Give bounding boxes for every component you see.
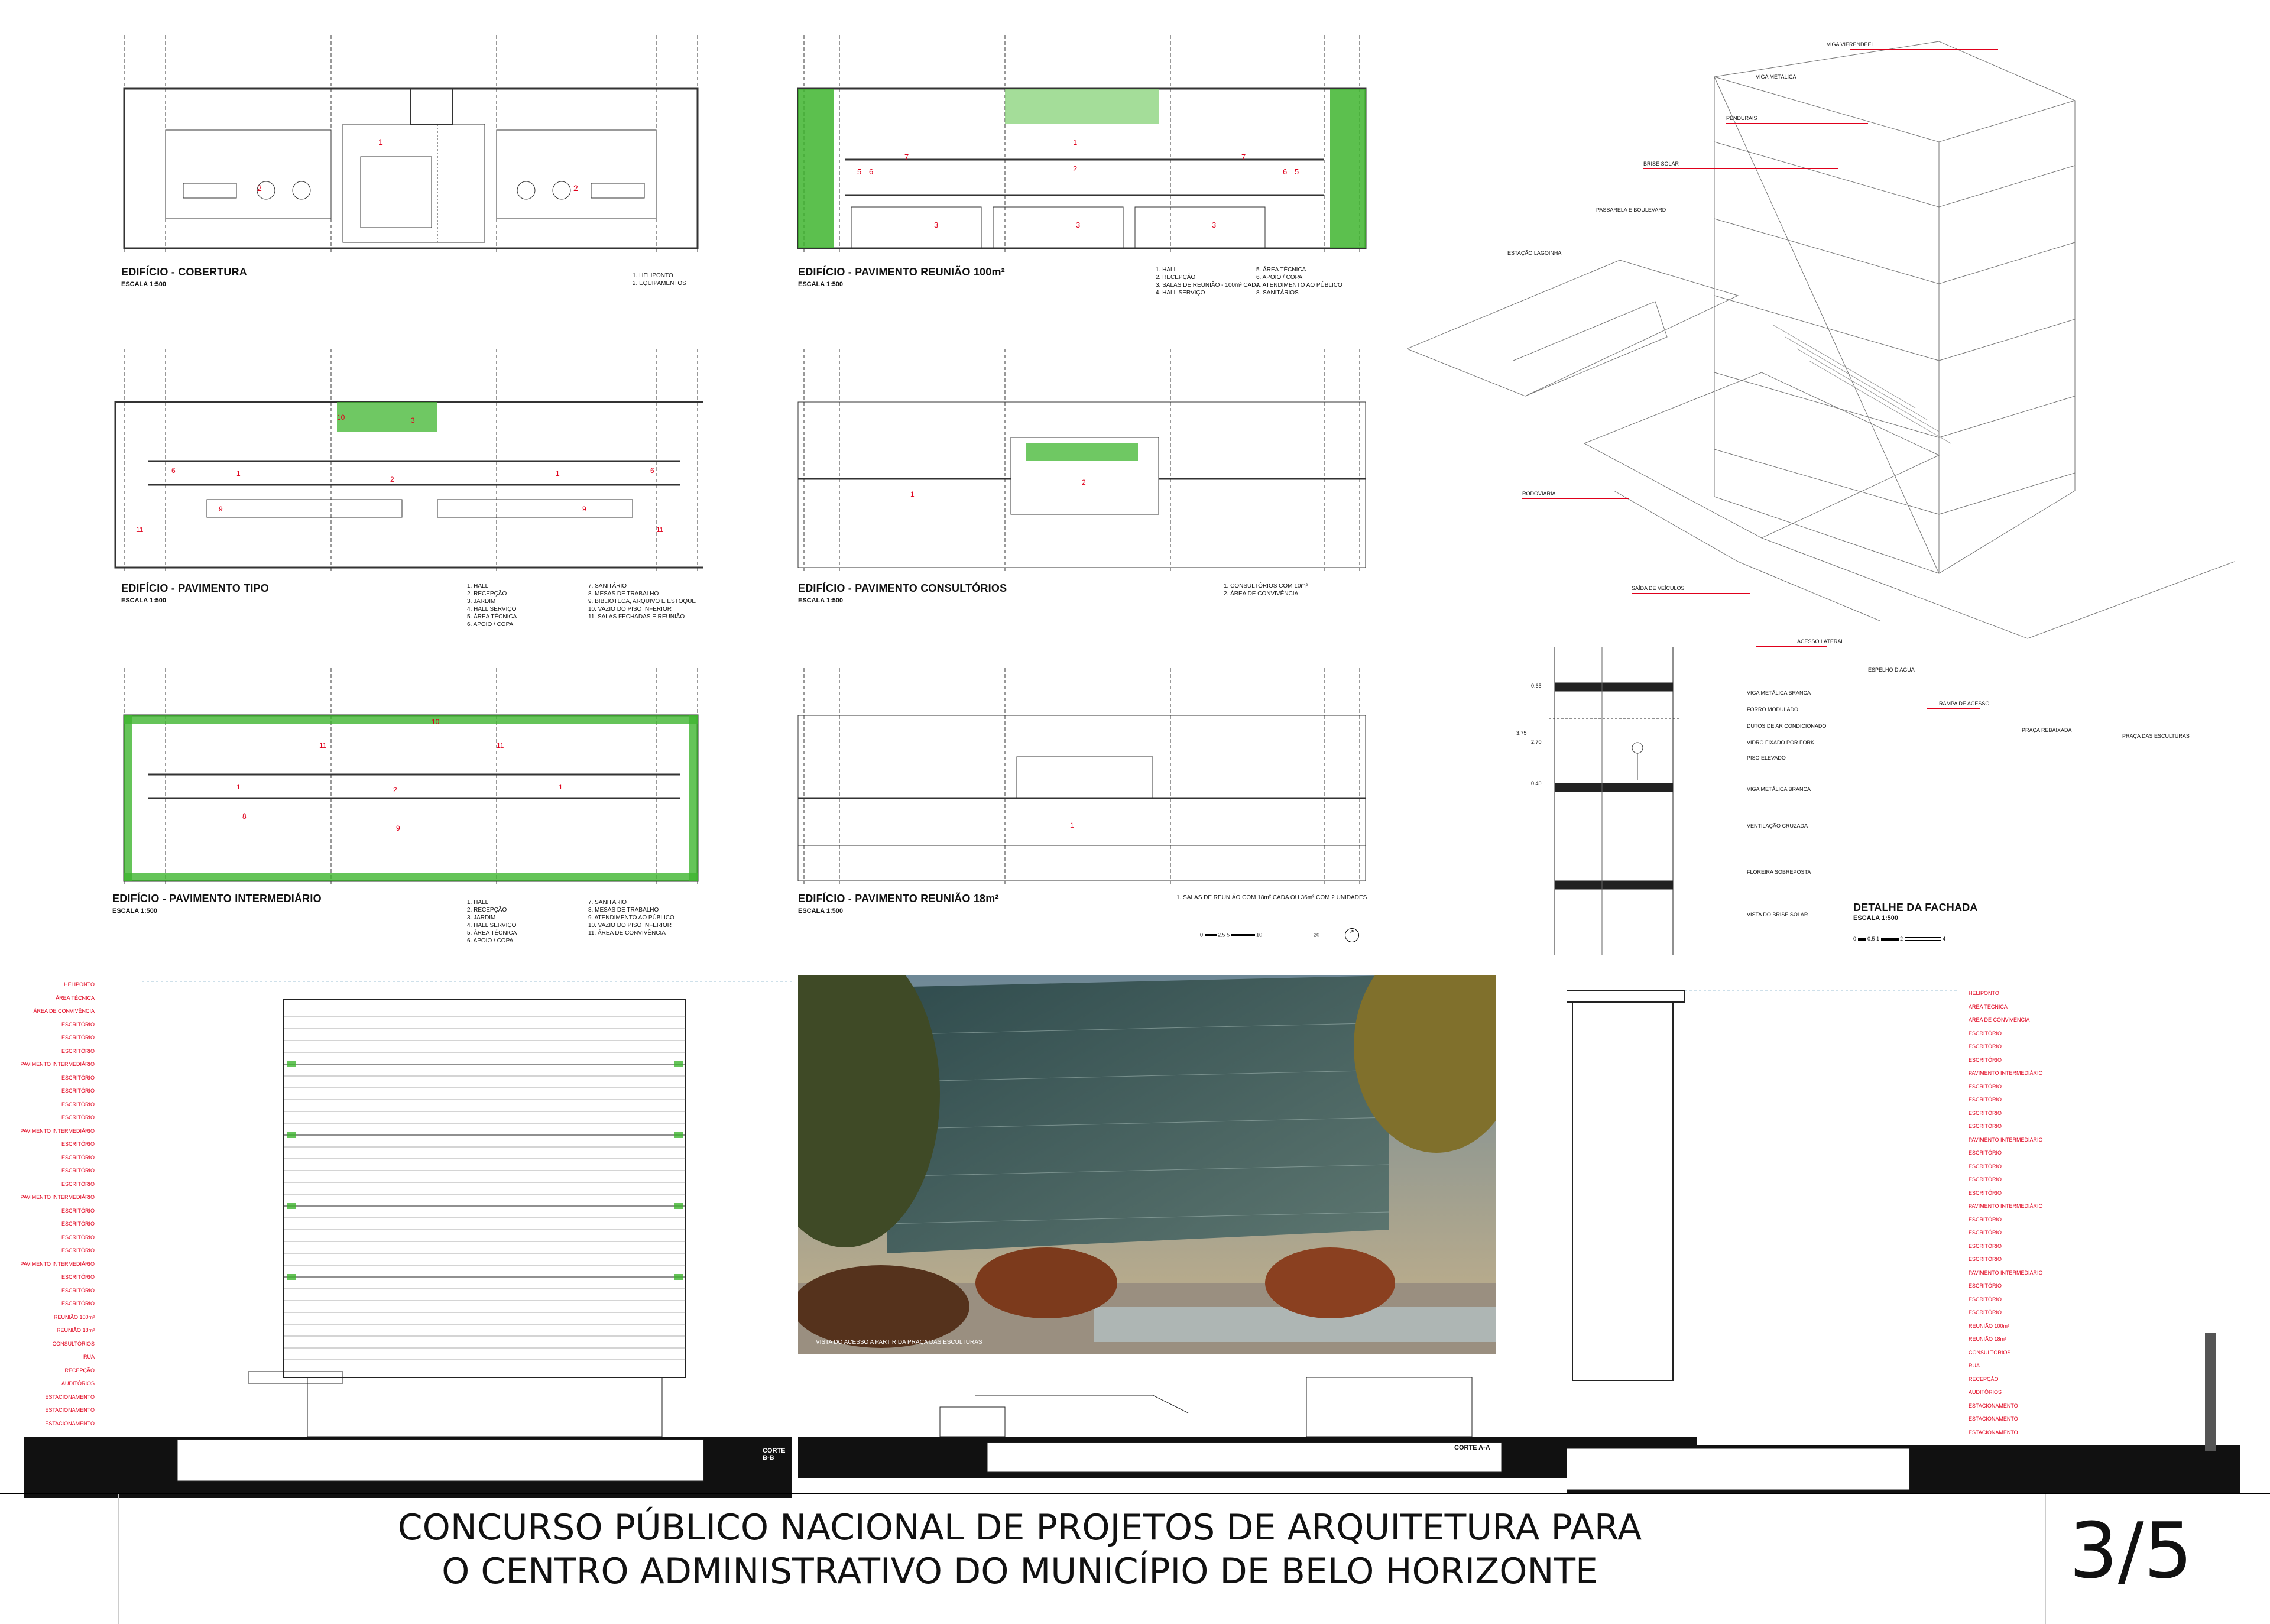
svg-text:9: 9	[396, 824, 400, 832]
iso-label: SAÍDA DE VEÍCULOS	[1632, 585, 1685, 591]
legend-item: 5. ÁREA TÉCNICA	[1256, 267, 1306, 273]
plan-title: EDIFÍCIO - PAVIMENTO TIPO	[121, 582, 270, 594]
svg-text:11: 11	[319, 741, 327, 750]
plan-tipo	[89, 337, 703, 628]
svg-text:6: 6	[869, 167, 874, 176]
legend-item: 1. CONSULTÓRIOS COM 10m²	[1224, 583, 1308, 589]
section-aa-drawing	[798, 1360, 1697, 1513]
facade-dim: 3.75	[1516, 730, 1527, 736]
facade-detail	[1513, 647, 1998, 955]
iso-label: VIGA VIERENDEEL	[1827, 41, 1875, 47]
scale-bar	[1853, 936, 1945, 942]
plan-cobertura-drawing	[89, 24, 703, 272]
section-bb	[20, 970, 792, 1508]
plan-scale: ESCALA 1:500	[112, 907, 158, 915]
svg-text:5: 5	[857, 167, 862, 176]
section-levels-right	[1969, 978, 2043, 1493]
legend-item: 1. SALAS DE REUNIÃO COM 18m² CADA OU 36m² COM 2 UNIDADES	[1176, 894, 1367, 901]
iso-label: VIGA METÁLICA	[1756, 74, 1796, 80]
scale-bar-label: 0	[1853, 936, 1857, 942]
section-level-label: ESCRITÓRIO	[61, 1021, 95, 1027]
svg-text:3: 3	[411, 416, 415, 424]
svg-text:6: 6	[650, 466, 654, 475]
footer-title-line1: CONCURSO PÚBLICO NACIONAL DE PROJETOS DE ARQUITETURA PARA	[397, 1507, 1642, 1548]
svg-text:7: 7	[1241, 153, 1246, 161]
legend-item: 4. HALL SERVIÇO	[1156, 290, 1205, 296]
iso-label: PASSARELA E BOULEVARD	[1596, 207, 1666, 213]
plan-tipo-drawing	[89, 337, 703, 585]
scale-bar-label: 2.5	[1218, 932, 1225, 938]
legend-item: 6. APOIO / COPA	[467, 938, 514, 944]
section-level-label: RUA	[1969, 1363, 1980, 1369]
svg-text:8: 8	[242, 812, 247, 821]
section-level-label: ESCRITÓRIO	[61, 1181, 95, 1187]
section-level-label: ESCRITÓRIO	[1969, 1309, 2002, 1315]
svg-text:11: 11	[656, 526, 664, 534]
legend-item: 10. VAZIO DO PISO INFERIOR	[588, 606, 672, 612]
iso-label: ESPELHO D'ÁGUA	[1868, 667, 1915, 673]
legend-item: 3. SALAS DE REUNIÃO - 100m² CADA	[1156, 282, 1260, 289]
facade-label: VENTILAÇÃO CRUZADA	[1747, 823, 1808, 829]
isometric-view	[1407, 30, 2235, 751]
svg-text:9: 9	[219, 505, 223, 513]
facade-title: DETALHE DA FACHADA	[1853, 902, 1978, 913]
section-level-label: HELIPONTO	[64, 981, 95, 987]
section-tower	[1567, 978, 2240, 1510]
plan-title: EDIFÍCIO - PAVIMENTO REUNIÃO 100m²	[798, 266, 1005, 278]
svg-text:11: 11	[497, 741, 504, 750]
section-level-label: ÁREA DE CONVIVÊNCIA	[33, 1008, 95, 1014]
legend-item: 1. HALL	[467, 583, 489, 589]
legend-item: 6. APOIO / COPA	[1256, 274, 1303, 281]
section-title: CORTE A-A	[1454, 1444, 1490, 1451]
section-level-label: ESCRITÓRIO	[1969, 1296, 2002, 1302]
svg-text:1: 1	[236, 783, 241, 791]
north-icon: ↗	[1345, 928, 1359, 942]
svg-text:3: 3	[1212, 221, 1217, 229]
iso-label: RODOVIÁRIA	[1522, 491, 1556, 497]
facade-label: VIGA METÁLICA BRANCA	[1747, 690, 1811, 696]
section-level-label: ESCRITÓRIO	[1969, 1216, 2002, 1223]
section-levels-left	[20, 970, 95, 1484]
scale-bar-label: 5	[1227, 932, 1230, 938]
section-level-label: REUNIÃO 18m²	[56, 1327, 95, 1333]
footer-divider	[2045, 1494, 2046, 1624]
footer-title-line2: O CENTRO ADMINISTRATIVO DO MUNICÍPIO DE BELO HORIZONTE	[442, 1551, 1598, 1592]
svg-text:1: 1	[1073, 138, 1078, 147]
plan-legend	[467, 899, 686, 945]
svg-text:7: 7	[904, 153, 909, 161]
svg-text:2: 2	[573, 183, 578, 193]
scale-bar-label: 0.5	[1867, 936, 1875, 942]
section-level-label: PAVIMENTO INTERMEDIÁRIO	[1969, 1269, 2043, 1276]
section-aa	[798, 1360, 1697, 1513]
section-level-label: ESCRITÓRIO	[1969, 1030, 2002, 1036]
legend-item: 2. RECEPÇÃO	[467, 591, 507, 597]
section-level-label: REUNIÃO 100m²	[1969, 1322, 2010, 1329]
section-level-label: ESTACIONAMENTO	[45, 1393, 95, 1400]
svg-text:10: 10	[337, 413, 345, 422]
plan-consultorios-drawing	[763, 337, 1383, 585]
iso-label: RAMPA DE ACESSO	[1939, 701, 1990, 706]
section-level-label: PAVIMENTO INTERMEDIÁRIO	[1969, 1070, 2043, 1076]
section-level-label: ESCRITÓRIO	[61, 1101, 95, 1107]
legend-item: 2. ÁREA DE CONVIVÊNCIA	[1224, 591, 1299, 597]
legend-item: 5. ÁREA TÉCNICA	[467, 930, 517, 936]
svg-text:3: 3	[934, 221, 939, 229]
section-level-label: ESCRITÓRIO	[1969, 1283, 2002, 1289]
section-level-label: ÁREA DE CONVIVÊNCIA	[1969, 1017, 2030, 1023]
section-level-label: ÁREA TÉCNICA	[56, 994, 95, 1001]
svg-text:11: 11	[136, 526, 144, 534]
plan-intermediario	[89, 656, 703, 944]
svg-text:1: 1	[556, 469, 560, 478]
scale-bar-label: 0	[1200, 932, 1204, 938]
legend-item: 7. SANITÁRIO	[588, 583, 627, 589]
scale-bar-label: 20	[1314, 932, 1320, 938]
legend-item: 8. MESAS DE TRABALHO	[588, 907, 659, 913]
section-level-label: REUNIÃO 18m²	[1969, 1336, 2007, 1342]
section-bb-drawing	[24, 970, 792, 1508]
legend-item: 11. ÁREA DE CONVIVÊNCIA	[588, 930, 666, 936]
facade-label: FLOREIRA SOBREPOSTA	[1747, 869, 1811, 875]
section-level-label: ESCRITÓRIO	[1969, 1189, 2002, 1196]
section-level-label: HELIPONTO	[1969, 990, 1999, 996]
plan-legend	[1156, 266, 1342, 297]
section-level-label: ESCRITÓRIO	[1969, 1243, 2002, 1249]
legend-item: 6. APOIO / COPA	[467, 621, 514, 628]
plan-legend	[467, 582, 696, 628]
legend-item: 5. ÁREA TÉCNICA	[467, 614, 517, 620]
facade-dim: 0.65	[1531, 683, 1542, 689]
section-tower-drawing	[1567, 978, 2240, 1510]
facade-label: VISTA DO BRISE SOLAR	[1747, 912, 1808, 918]
legend-item: 2. RECEPÇÃO	[1156, 274, 1196, 281]
plan-cobertura	[89, 24, 703, 302]
section-level-label: PAVIMENTO INTERMEDIÁRIO	[20, 1194, 95, 1200]
plan-legend	[1176, 894, 1367, 902]
facade-label: DUTOS DE AR CONDICIONADO	[1747, 723, 1827, 729]
legend-item: 8. SANITÁRIOS	[1256, 290, 1299, 296]
section-level-label: ESCRITÓRIO	[1969, 1097, 2002, 1103]
svg-text:6: 6	[1283, 167, 1288, 176]
scale-bar-label: 10	[1256, 932, 1263, 938]
scale-bar-label: 2	[1900, 936, 1903, 942]
plan-scale: ESCALA 1:500	[798, 907, 844, 915]
legend-item: 7. ATENDIMENTO AO PÚBLICO	[1256, 282, 1342, 289]
section-level-label: CONSULTÓRIOS	[1969, 1349, 2011, 1356]
plan-title: EDIFÍCIO - PAVIMENTO REUNIÃO 18m²	[798, 893, 999, 905]
section-level-label: ESTACIONAMENTO	[1969, 1402, 2018, 1409]
facade-label: VIGA METÁLICA BRANCA	[1747, 786, 1811, 792]
svg-text:1: 1	[559, 783, 563, 791]
facade-label: FORRO MODULADO	[1747, 706, 1799, 712]
legend-item: 9. BIBLIOTECA, ARQUIVO E ESTOQUE	[588, 598, 696, 605]
section-level-label: ESTACIONAMENTO	[45, 1420, 95, 1427]
legend-item: 4. HALL SERVIÇO	[467, 606, 517, 612]
section-level-label: AUDITÓRIOS	[1969, 1389, 2002, 1395]
render-photo	[798, 975, 1496, 1354]
iso-label: ESTAÇÃO LAGOINHA	[1507, 250, 1562, 256]
section-level-label: RUA	[83, 1354, 95, 1360]
section-level-label: ESCRITÓRIO	[61, 1287, 95, 1294]
legend-item: 3. JARDIM	[467, 915, 496, 921]
section-level-label: ESCRITÓRIO	[61, 1141, 95, 1147]
legend-item: 1. HALL	[467, 899, 489, 906]
legend-item: 11. SALAS FECHADAS E REUNIÃO	[588, 614, 685, 620]
section-level-label: ESCRITÓRIO	[61, 1221, 95, 1227]
section-level-label: ESCRITÓRIO	[61, 1247, 95, 1253]
svg-text:6: 6	[171, 466, 176, 475]
plan-reuniao18	[763, 656, 1383, 940]
legend-item: 8. MESAS DE TRABALHO	[588, 591, 659, 597]
section-level-label: ESCRITÓRIO	[1969, 1110, 2002, 1116]
iso-label: PRAÇA DAS ESCULTURAS	[2122, 733, 2190, 739]
section-level-label: ESCRITÓRIO	[1969, 1230, 2002, 1236]
scale-bar-label: 4	[1943, 936, 1946, 942]
facade-label: PISO ELEVADO	[1747, 755, 1786, 761]
svg-text:5: 5	[1295, 167, 1299, 176]
section-level-label: ESCRITÓRIO	[61, 1154, 95, 1161]
svg-text:9: 9	[582, 505, 586, 513]
section-level-label: ESCRITÓRIO	[1969, 1176, 2002, 1182]
section-level-label: ESCRITÓRIO	[61, 1274, 95, 1280]
plan-intermediario-drawing	[89, 656, 703, 905]
legend-item: 1. HALL	[1156, 267, 1178, 273]
section-level-label: ESCRITÓRIO	[1969, 1123, 2002, 1129]
section-level-label: CONSULTÓRIOS	[52, 1340, 95, 1347]
section-level-label: ESCRITÓRIO	[1969, 1056, 2002, 1063]
section-level-label: ÁREA TÉCNICA	[1969, 1003, 2008, 1010]
footer-bar	[0, 1493, 2270, 1624]
plan-scale: ESCALA 1:500	[121, 281, 167, 288]
section-level-label: ESCRITÓRIO	[1969, 1083, 2002, 1090]
section-level-label: REUNIÃO 100m²	[53, 1314, 95, 1320]
photo-caption: VISTA DO ACESSO A PARTIR DA PRAÇA DAS ESCULTURAS	[816, 1339, 982, 1346]
plan-title: EDIFÍCIO - PAVIMENTO INTERMEDIÁRIO	[112, 893, 322, 905]
facade-dim: 0.40	[1531, 780, 1542, 786]
svg-text:1: 1	[1070, 821, 1074, 829]
plan-scale: ESCALA 1:500	[798, 281, 844, 288]
svg-text:10: 10	[432, 718, 440, 726]
legend-item: 7. SANITÁRIO	[588, 899, 627, 906]
facade-detail-drawing	[1513, 647, 1691, 955]
plan-legend	[633, 272, 686, 287]
plan-scale: ESCALA 1:500	[798, 597, 844, 604]
section-level-label: ESCRITÓRIO	[61, 1088, 95, 1094]
plan-reuniao100	[763, 24, 1383, 302]
section-level-label: ESCRITÓRIO	[61, 1114, 95, 1120]
section-level-label: ESCRITÓRIO	[61, 1168, 95, 1174]
section-level-label: ESCRITÓRIO	[61, 1048, 95, 1054]
section-level-label: PAVIMENTO INTERMEDIÁRIO	[20, 1127, 95, 1134]
section-level-label: RECEPÇÃO	[1969, 1376, 1999, 1382]
section-level-label: ESCRITÓRIO	[1969, 1163, 2002, 1169]
svg-text:1: 1	[236, 469, 241, 478]
facade-label: VIDRO FIXADO POR FORK	[1747, 740, 1815, 745]
section-level-label: ESCRITÓRIO	[61, 1207, 95, 1214]
plan-title: EDIFÍCIO - COBERTURA	[121, 266, 247, 278]
plan-reuniao100-drawing	[763, 24, 1383, 272]
svg-text:1: 1	[378, 137, 383, 147]
section-level-label: PAVIMENTO INTERMEDIÁRIO	[1969, 1136, 2043, 1143]
svg-text:1: 1	[910, 490, 915, 498]
section-level-label: PAVIMENTO INTERMEDIÁRIO	[20, 1260, 95, 1267]
facade-scale: ESCALA 1:500	[1853, 915, 1899, 922]
section-level-label: ESCRITÓRIO	[61, 1074, 95, 1081]
section-level-label: ESTACIONAMENTO	[1969, 1416, 2018, 1422]
scale-bar-label: 1	[1876, 936, 1880, 942]
svg-text:2: 2	[393, 786, 397, 794]
svg-text:2: 2	[390, 475, 394, 484]
plan-scale: ESCALA 1:500	[121, 597, 167, 604]
section-level-label: ESCRITÓRIO	[61, 1301, 95, 1307]
section-title: CORTE B-B	[763, 1447, 786, 1461]
plan-title: EDIFÍCIO - PAVIMENTO CONSULTÓRIOS	[798, 582, 1007, 594]
section-level-label: PAVIMENTO INTERMEDIÁRIO	[1969, 1203, 2043, 1209]
scale-bar	[1200, 928, 1359, 942]
legend-item: 1. HELIPONTO	[633, 273, 673, 279]
section-level-label: ESCRITÓRIO	[1969, 1043, 2002, 1049]
iso-label: PRAÇA REBAIXADA	[2022, 727, 2072, 733]
legend-item: 4. HALL SERVIÇO	[467, 922, 517, 929]
page-number: 3/5	[2069, 1506, 2193, 1596]
legend-item: 9. ATENDIMENTO AO PÚBLICO	[588, 915, 674, 921]
section-level-label: PAVIMENTO INTERMEDIÁRIO	[20, 1061, 95, 1067]
legend-item: 3. JARDIM	[467, 598, 496, 605]
section-level-label: ESTACIONAMENTO	[45, 1407, 95, 1413]
svg-text:2: 2	[1082, 478, 1086, 487]
svg-text:2: 2	[1073, 164, 1078, 173]
section-level-label: ESCRITÓRIO	[61, 1035, 95, 1040]
iso-label: ACESSO LATERAL	[1797, 638, 1844, 644]
section-level-label: RECEPÇÃO	[64, 1367, 95, 1373]
section-level-label: AUDITÓRIOS	[61, 1380, 95, 1386]
plan-reuniao18-drawing	[763, 656, 1383, 905]
section-level-label: ESCRITÓRIO	[1969, 1150, 2002, 1156]
section-level-label: ESCRITÓRIO	[1969, 1256, 2002, 1262]
legend-item: 2. EQUIPAMENTOS	[633, 280, 686, 287]
svg-text:2: 2	[257, 183, 262, 193]
iso-label: PENDURAIS	[1726, 115, 1757, 121]
svg-text:3: 3	[1076, 221, 1081, 229]
section-level-label: ESCRITÓRIO	[61, 1234, 95, 1240]
legend-item: 2. RECEPÇÃO	[467, 907, 507, 913]
section-level-label: ESTACIONAMENTO	[1969, 1429, 2018, 1435]
plan-legend	[1224, 582, 1308, 598]
facade-dim: 2.70	[1531, 739, 1542, 745]
plan-consultorios	[763, 337, 1383, 615]
iso-label: BRISE SOLAR	[1643, 161, 1679, 167]
legend-item: 10. VAZIO DO PISO INFERIOR	[588, 922, 672, 929]
